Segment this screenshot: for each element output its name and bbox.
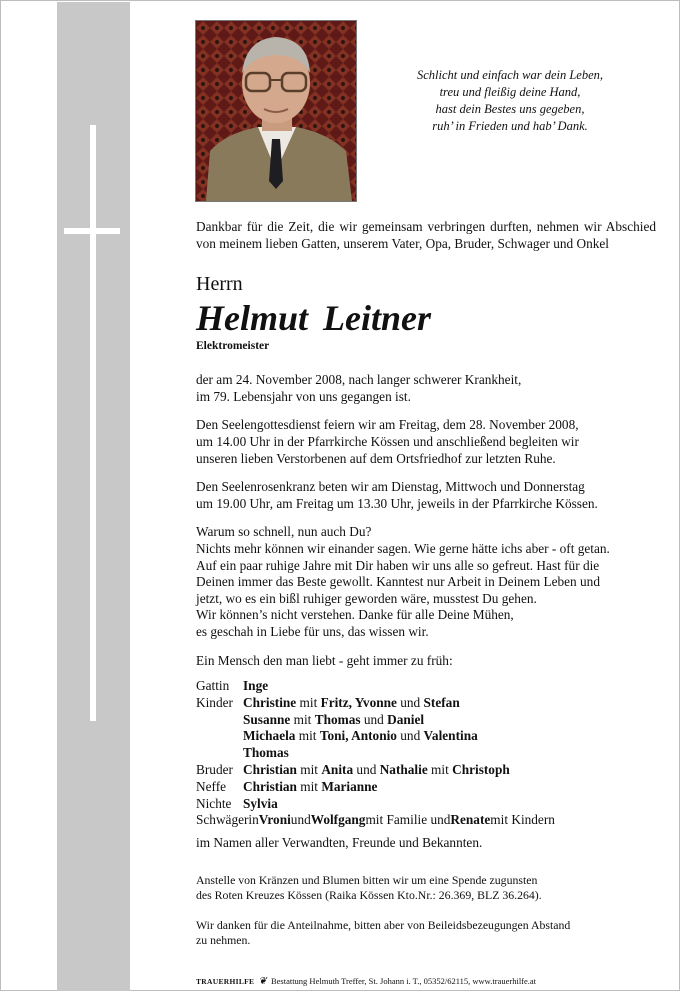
- text-line: im 79. Lebensjahr von uns gegangen ist.: [196, 388, 411, 404]
- rosary-notice: [196, 479, 656, 512]
- poem-line: treu und fleißig deine Hand,: [439, 85, 581, 99]
- relative-name: Thomas: [243, 745, 289, 761]
- relative-name: Christine: [243, 694, 297, 710]
- verse-line: Deinen immer das Beste gewollt. Kanntest nur Arbeit in Deinem Leben und: [196, 574, 600, 590]
- family-row-neffe: [196, 779, 656, 796]
- poem: [386, 67, 634, 135]
- text-line: Den Seelenrosenkranz beten wir am Dienstag, Mittwoch und Donnerstag: [196, 479, 585, 495]
- relative-name: Valentina: [423, 728, 478, 744]
- relative-name: Fritz, Yvonne: [320, 694, 397, 710]
- text-line: unseren lieben Verstorbenen auf dem Ortsfriedhof zur letzten Ruhe.: [196, 450, 556, 466]
- relative-name: Christian: [243, 762, 297, 778]
- text-line: um 14.00 Uhr in der Pfarrkirche Kössen und anschließend begleiten wir: [196, 433, 579, 449]
- family-row-gattin: [196, 678, 656, 695]
- relative-name: Thomas: [314, 711, 361, 727]
- text-line: der am 24. November 2008, nach langer schwerer Krankheit,: [196, 372, 522, 388]
- verse-line: Nichts mehr können wir einander sagen. Wie gerne hätte ichs aber - oft getan.: [196, 540, 610, 556]
- relative-name: Anita: [321, 762, 354, 778]
- mass-notice: [196, 417, 656, 467]
- leaf-logo-icon: ❦: [258, 976, 267, 987]
- obituary-text: [196, 219, 656, 948]
- connector: mit Familie und: [365, 812, 451, 828]
- relative-name: Susanne: [243, 711, 291, 727]
- verse-line: Auf ein paar ruhige Jahre mit Dir haben wir uns alle so gefreut. Hast für die: [196, 557, 600, 573]
- relation-label: Kinder: [196, 694, 233, 710]
- family-row-kinder-3: [196, 728, 656, 745]
- family-row-nichte: [196, 796, 656, 813]
- poem-line: Schlicht und einfach war dein Leben,: [416, 68, 604, 82]
- relation-label: Neffe: [196, 778, 227, 794]
- cross-icon-bar: [64, 228, 120, 234]
- text-line: zu nehmen.: [196, 932, 251, 947]
- relation-label: Nichte: [196, 795, 232, 811]
- relative-name: Toni, Antonio: [319, 728, 397, 744]
- verse-line: Wir können’s nicht verstehen. Danke für alle Deine Mühen,: [196, 607, 514, 623]
- family-row-bruder: [196, 762, 656, 779]
- text-line: Den Seelengottesdienst feiern wir am Freitag, dem 28. November 2008,: [196, 417, 579, 433]
- connector: und: [353, 762, 380, 778]
- relative-name: Wolfgang: [310, 812, 366, 828]
- relative-name: Daniel: [387, 711, 425, 727]
- relative-name: Renate: [450, 812, 491, 828]
- donation-note: [196, 873, 656, 903]
- connector: und: [396, 728, 424, 744]
- family-row-schwaegerin: [196, 812, 656, 829]
- maxim: Ein Mensch den man liebt - geht immer zu früh:: [196, 652, 453, 668]
- relation-label: Schwägerin: [196, 812, 259, 828]
- family-row-kinder: [196, 695, 656, 712]
- connector: und: [360, 711, 388, 727]
- text-line: Wir danken für die Anteilnahme, bitten aber von Beileidsbezeugungen Abstand: [196, 917, 571, 932]
- relative-name: Marianne: [321, 778, 378, 794]
- verse-line: jetzt, wo es ein bißl ruhiger geworden wäre, musstest Du gehen.: [196, 590, 537, 606]
- verse-line: es geschah in Liebe für uns, das wissen wir.: [196, 623, 429, 639]
- thanks-note: [196, 918, 656, 948]
- portrait-photo: [195, 20, 357, 202]
- relative-name: Nathalie: [379, 762, 428, 778]
- relation-label: Bruder: [196, 762, 233, 778]
- connector: mit: [427, 762, 453, 778]
- relative-name: Sylvia: [243, 795, 278, 811]
- intro-paragraph: Dankbar für die Zeit, die wir gemeinsam verbringen durften, nehmen wir Abschied von meinem lieben Gatten, unserem Vater, Opa, Bruder, Schwager und Onkel: [196, 219, 656, 251]
- relatives-line: im Namen aller Verwandten, Freunde und Bekannten.: [196, 835, 483, 851]
- relation-label: Gattin: [196, 678, 230, 694]
- profession: Elektromeister: [196, 340, 270, 353]
- family-row-kinder-2: [196, 712, 656, 729]
- connector: mit: [296, 694, 321, 710]
- relative-name: Christian: [243, 778, 297, 794]
- text-line: Anstelle von Kränzen und Blumen bitten wir um eine Spende zugunsten: [196, 872, 538, 887]
- family-list: [196, 678, 656, 829]
- cross-icon: [90, 125, 96, 721]
- relative-name: Inge: [243, 678, 269, 694]
- connector: und: [290, 812, 311, 828]
- footer-brand: TRAUERHILFE: [196, 977, 255, 986]
- connector: mit: [290, 711, 315, 727]
- text-line: des Roten Kreuzes Kössen (Raika Kössen Kto.Nr.: 26.369, BLZ 36.264).: [196, 887, 542, 902]
- text-line: um 19.00 Uhr, am Freitag um 13.30 Uhr, jeweils in der Pfarrkirche Kössen.: [196, 495, 598, 511]
- relative-name: Michaela: [243, 728, 296, 744]
- family-row-kinder-4: [196, 745, 656, 762]
- connector: und: [396, 694, 424, 710]
- relative-name: Christoph: [452, 762, 510, 778]
- footer: [196, 976, 536, 987]
- relative-name: Vroni: [258, 812, 291, 828]
- footer-text: Bestattung Helmuth Treffer, St. Johann i. T., 05352/62115, www.trauerhilfe.at: [270, 976, 537, 986]
- connector: mit Kindern: [490, 812, 555, 828]
- connector: mit: [296, 762, 322, 778]
- poem-line: hast dein Bestes uns gegeben,: [435, 102, 585, 116]
- deceased-name: Helmut Leitner: [196, 298, 431, 339]
- relative-name: Stefan: [423, 694, 460, 710]
- salutation: Herrn: [196, 273, 243, 296]
- death-notice: [196, 372, 656, 405]
- verse-line: Warum so schnell, nun auch Du?: [196, 524, 372, 540]
- connector: mit: [295, 728, 320, 744]
- farewell-verse: [196, 524, 656, 640]
- poem-line: ruh’ in Frieden und hab’ Dank.: [432, 119, 588, 133]
- connector: mit: [296, 778, 322, 794]
